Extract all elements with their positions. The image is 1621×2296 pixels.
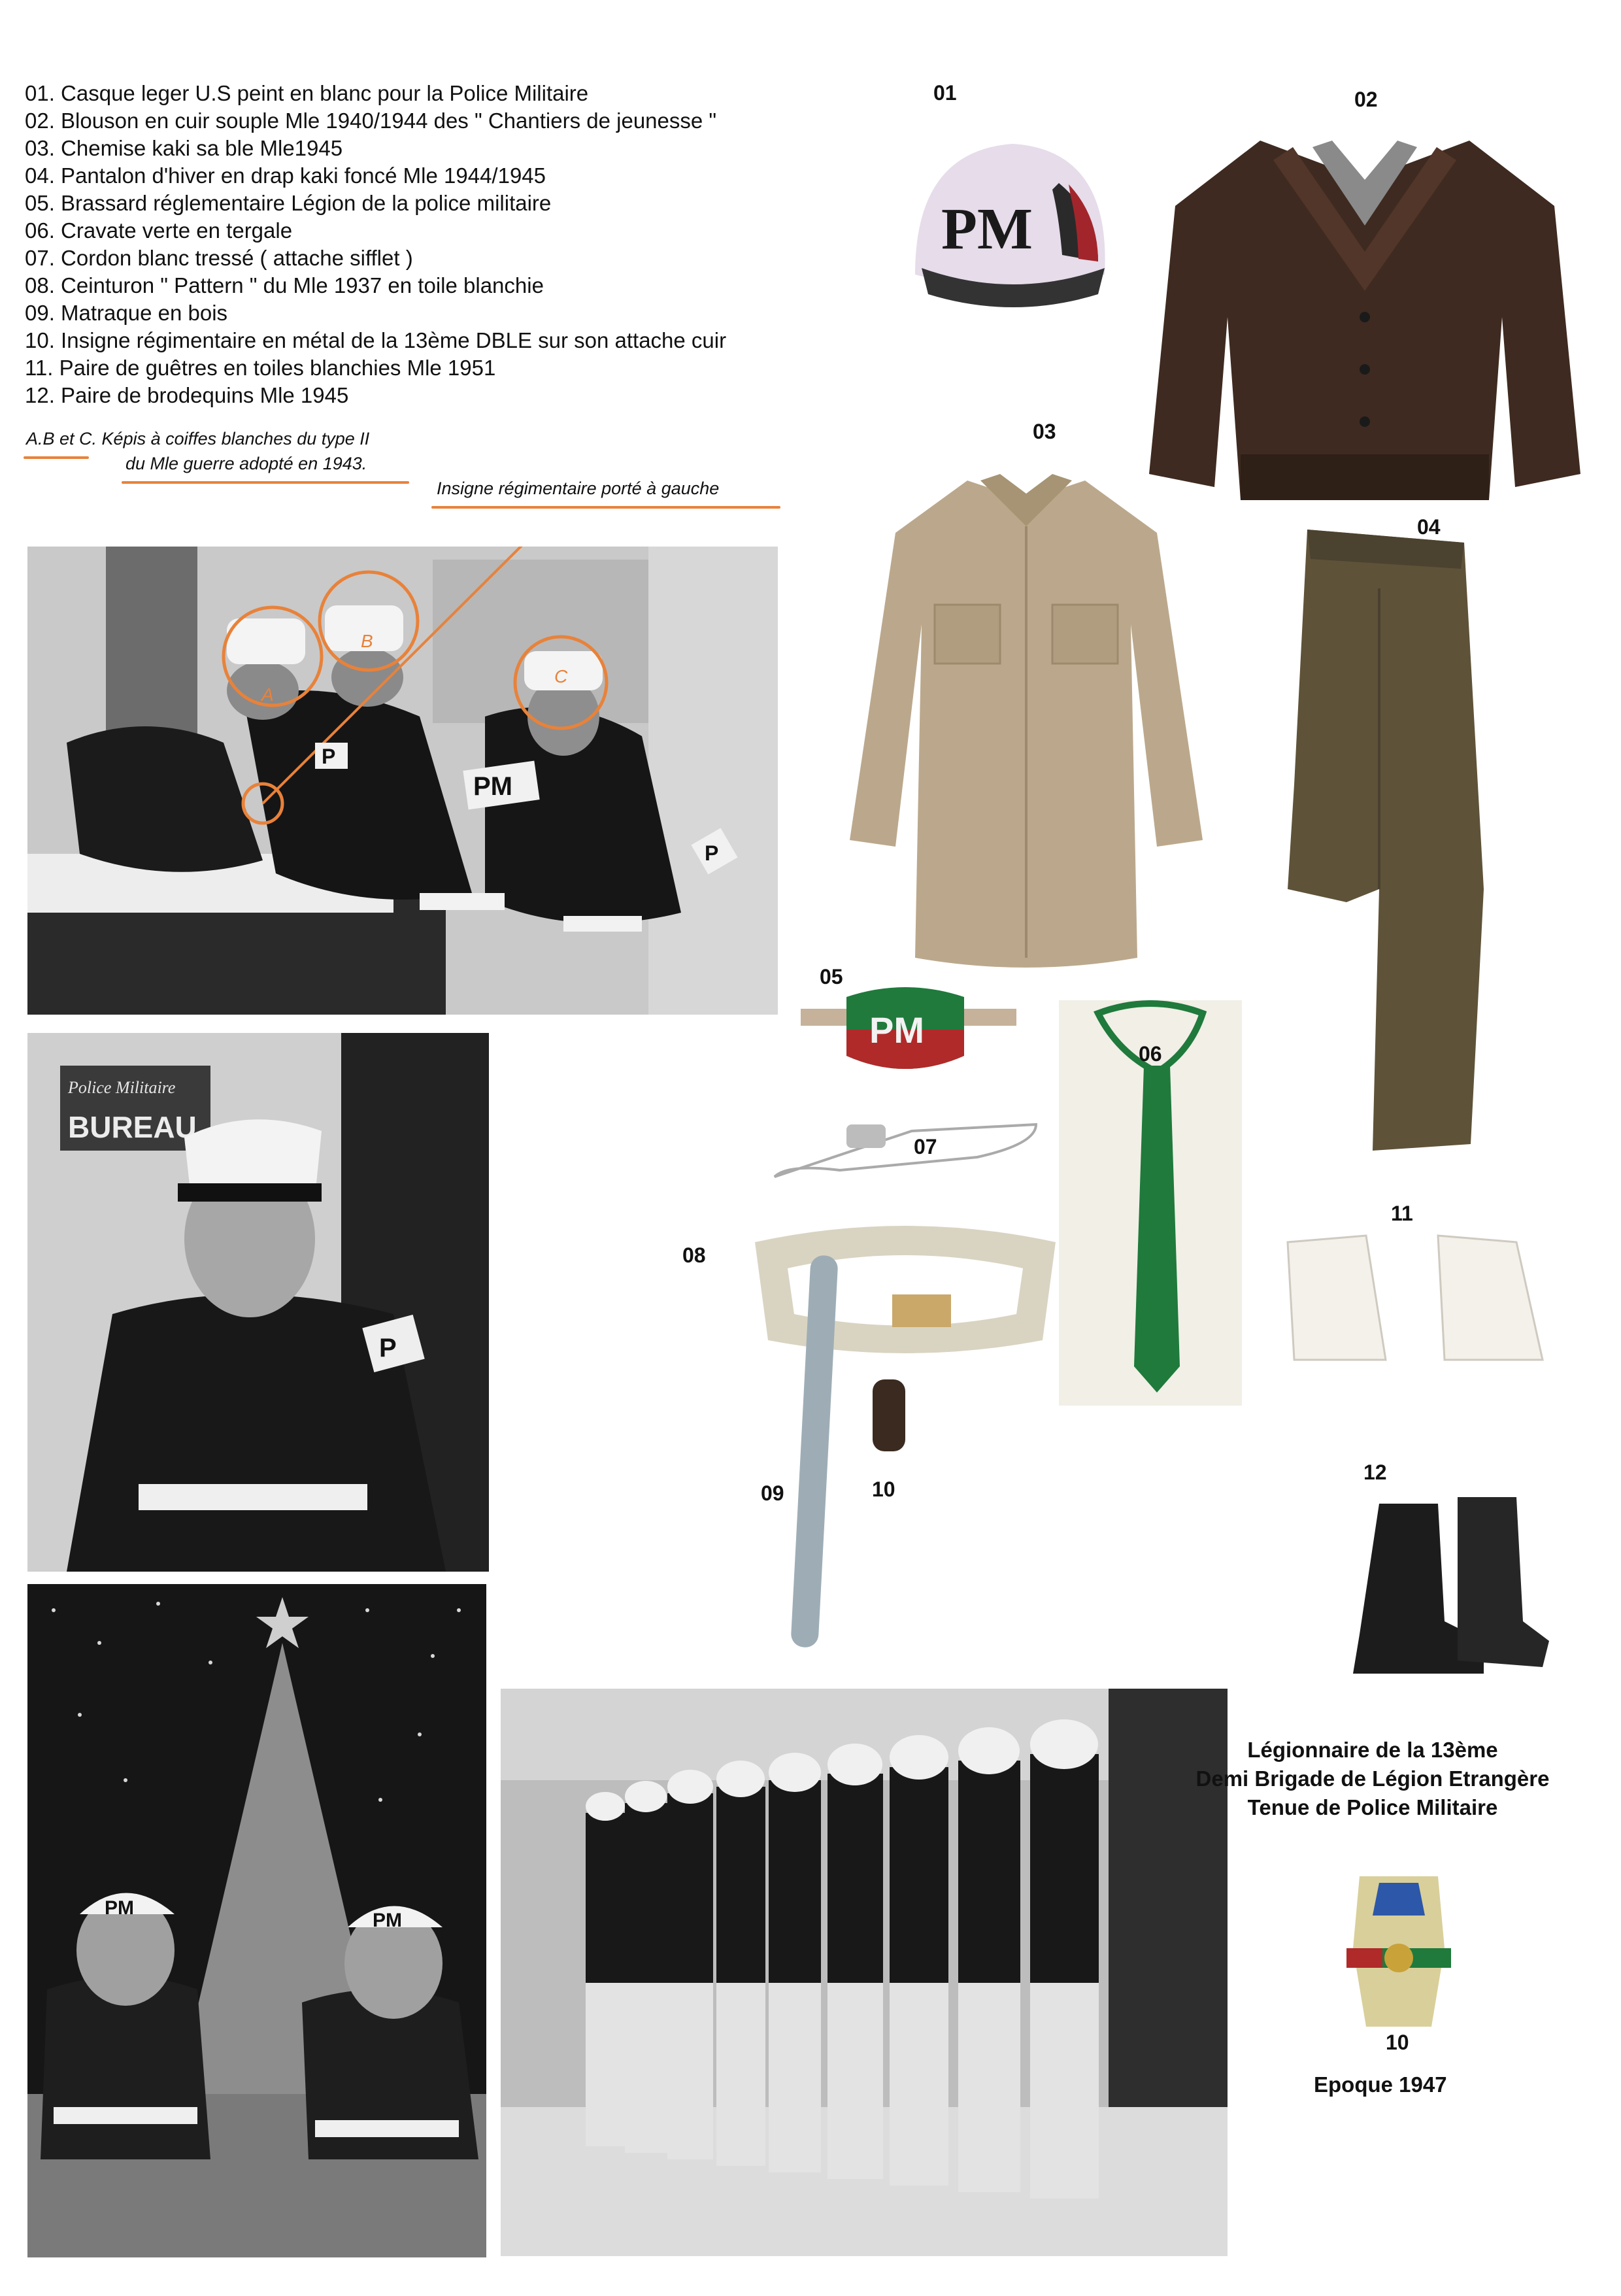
legend-item: 01. Casque leger U.S peint en blanc pour la Police Militaire xyxy=(25,81,589,105)
marker-a: A xyxy=(261,684,274,705)
legend-item: 06. Cravate verte en tergale xyxy=(25,218,293,243)
item-khaki-shirt-image xyxy=(850,474,1203,977)
helmet-text: PM xyxy=(373,1910,402,1931)
note-underline xyxy=(24,456,89,459)
helmet-pm-text: PM xyxy=(941,197,1033,262)
item-armband-image xyxy=(801,984,1016,1082)
armband-text: P xyxy=(322,745,336,768)
item-belt-truncheon-image xyxy=(748,1216,1062,1661)
note-underline xyxy=(122,481,409,484)
photo-christmas-tree xyxy=(27,1584,486,2257)
helmet-text: PM xyxy=(105,1897,134,1919)
epoch-label: Epoque 1947 xyxy=(1314,2072,1447,2097)
photo-mp-lineup xyxy=(501,1689,1228,2256)
item-gaiters-image xyxy=(1268,1229,1562,1379)
legend-item: 04. Pantalon d'hiver en drap kaki foncé Mle 1944/1945 xyxy=(25,163,546,188)
marker-b: B xyxy=(361,631,373,651)
item-leather-jacket-image xyxy=(1149,121,1580,513)
armband-pm-text: PM xyxy=(869,1009,924,1051)
sign-line2: BUREAU xyxy=(68,1110,197,1144)
item-number: 11 xyxy=(1391,1202,1413,1225)
item-number: 09 xyxy=(761,1481,784,1505)
item-number: 07 xyxy=(914,1135,937,1158)
marker-c: C xyxy=(554,666,568,686)
item-trousers-image xyxy=(1281,523,1490,1151)
armband-text: P xyxy=(379,1334,397,1362)
sign-line1: Police Militaire xyxy=(68,1078,176,1097)
item-number: 10 xyxy=(872,1477,895,1501)
legend-item: 05. Brassard réglementaire Légion de la police militaire xyxy=(25,191,552,215)
item-number: 06 xyxy=(1139,1042,1162,1066)
item-number: 01 xyxy=(933,81,957,105)
item-number: 04 xyxy=(1417,515,1441,539)
caption-line1: Légionnaire de la 13ème xyxy=(1247,1738,1498,1762)
legend-item: 12. Paire de brodequins Mle 1945 xyxy=(25,383,349,407)
legend-item: 02. Blouson en cuir souple Mle 1940/1944 des " Chantiers de jeunesse " xyxy=(25,109,717,133)
photo-mps-at-desk xyxy=(27,547,778,1015)
item-number: 03 xyxy=(1033,420,1056,443)
item-number: 12 xyxy=(1363,1460,1387,1484)
caption-block xyxy=(1163,1736,1582,1822)
note-underline xyxy=(431,506,780,509)
legend-item: 07. Cordon blanc tressé ( attache sifflet ) xyxy=(25,246,413,270)
item-number: 02 xyxy=(1354,88,1378,111)
legend-item: 03. Chemise kaki sa ble Mle1945 xyxy=(25,136,343,160)
item-number: 10 xyxy=(1386,2031,1409,2054)
legend-item: 10. Insigne régimentaire en métal de la 13ème DBLE sur son attache cuir xyxy=(25,328,727,352)
item-number: 05 xyxy=(820,965,843,988)
legend-item: 09. Matraque en bois xyxy=(25,301,228,325)
legend-item: 11. Paire de guêtres en toiles blanchies Mle 1951 xyxy=(25,356,496,380)
item-boots-image xyxy=(1340,1491,1549,1687)
item-number: 08 xyxy=(682,1243,706,1267)
legend-item: 08. Ceinturon " Pattern " du Mle 1937 en toile blanchie xyxy=(25,273,544,297)
armband-text: PM xyxy=(473,772,512,801)
caption-line3: Tenue de Police Militaire xyxy=(1247,1795,1498,1819)
insigne-note: Insigne régimentaire porté à gauche xyxy=(437,479,720,498)
item-insignia-image xyxy=(1333,1870,1464,2033)
kepis-note-line2: du Mle guerre adopté en 1943. xyxy=(125,454,367,473)
item-helmet-image xyxy=(902,124,1118,314)
item-legend xyxy=(25,80,875,409)
armband-text: P xyxy=(705,841,719,865)
item-whistle-cord-image xyxy=(761,1098,1049,1190)
caption-line2: Demi Brigade de Légion Etrangère xyxy=(1195,1766,1550,1791)
kepis-note-line1: A.B et C. Képis à coiffes blanches du type II xyxy=(26,429,370,448)
photo-mp-bureau xyxy=(27,1033,489,1572)
